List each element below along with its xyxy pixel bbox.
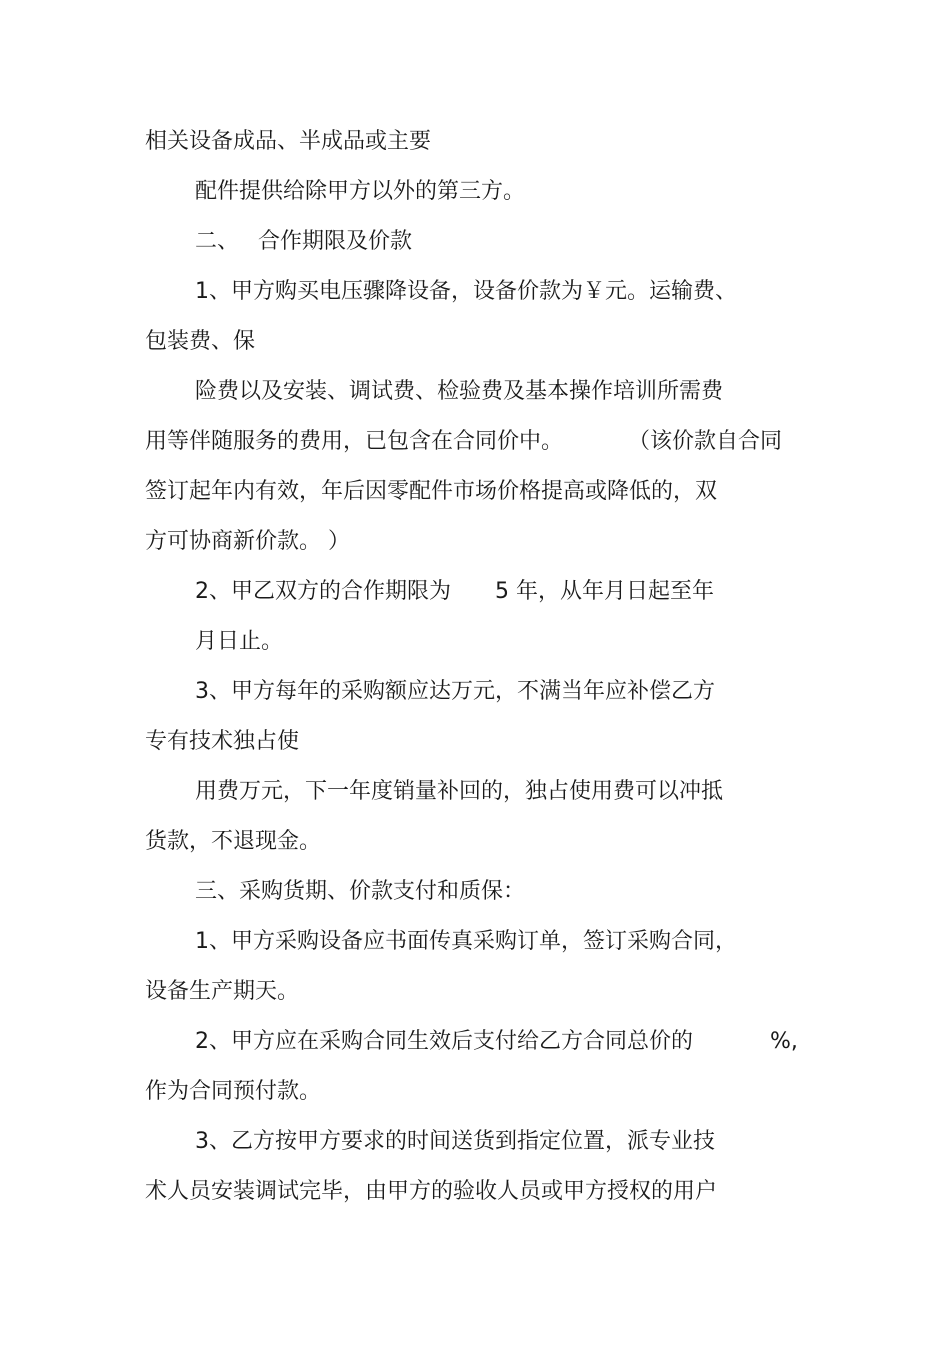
text-line: 包装费、保 (145, 329, 256, 354)
text-line: 术人员安装调试完毕，由甲方的验收人员或甲方授权的用户 (145, 1179, 718, 1204)
text-line: 3、乙方按甲方要求的时间送货到指定位置，派专业技 (195, 1129, 715, 1154)
text-line: %, (770, 1029, 798, 1054)
text-line: 月日止。 (195, 629, 284, 654)
text-line: 用等伴随服务的费用，已包含在合同价中。 (145, 429, 564, 454)
text-line: 签订起年内有效，年后因零配件市场价格提高或降低的，双 (145, 479, 718, 504)
section-heading: 合作期限及价款 (258, 229, 413, 254)
text-line: 1、甲方采购设备应书面传真采购订单，签订采购合同， (195, 929, 737, 954)
text-line: 配件提供给除甲方以外的第三方。 (195, 179, 526, 204)
text-line: 5 年，从年月日起至年 (495, 579, 714, 604)
text-line: 货款，不退现金。 (145, 829, 322, 854)
text-line: 相关设备成品、半成品或主要 (145, 129, 432, 154)
text-line: 作为合同预付款。 (145, 1079, 322, 1104)
section-heading: 三、采购货期、价款支付和质保： (195, 879, 526, 904)
text-line: 2、甲乙双方的合作期限为 (195, 579, 451, 604)
text-line: 专有技术独占使 (145, 729, 300, 754)
text-line: 方可协商新价款。 ） (145, 529, 350, 554)
text-line: 用费万元，下一年度销量补回的，独占使用费可以冲抵 (195, 779, 724, 804)
text-line: 2、甲方应在采购合同生效后支付给乙方合同总价的 (195, 1029, 693, 1054)
section-number: 二、 (195, 229, 240, 254)
text-line: 1、甲方购买电压骤降设备，设备价款为￥元。运输费、 (195, 279, 737, 304)
text-line: （该价款自合同 (628, 429, 783, 454)
text-line: 3、甲方每年的采购额应达万元，不满当年应补偿乙方 (195, 679, 715, 704)
text-line: 设备生产期天。 (145, 979, 300, 1004)
text-line: 险费以及安装、调试费、检验费及基本操作培训所需费 (195, 379, 724, 404)
